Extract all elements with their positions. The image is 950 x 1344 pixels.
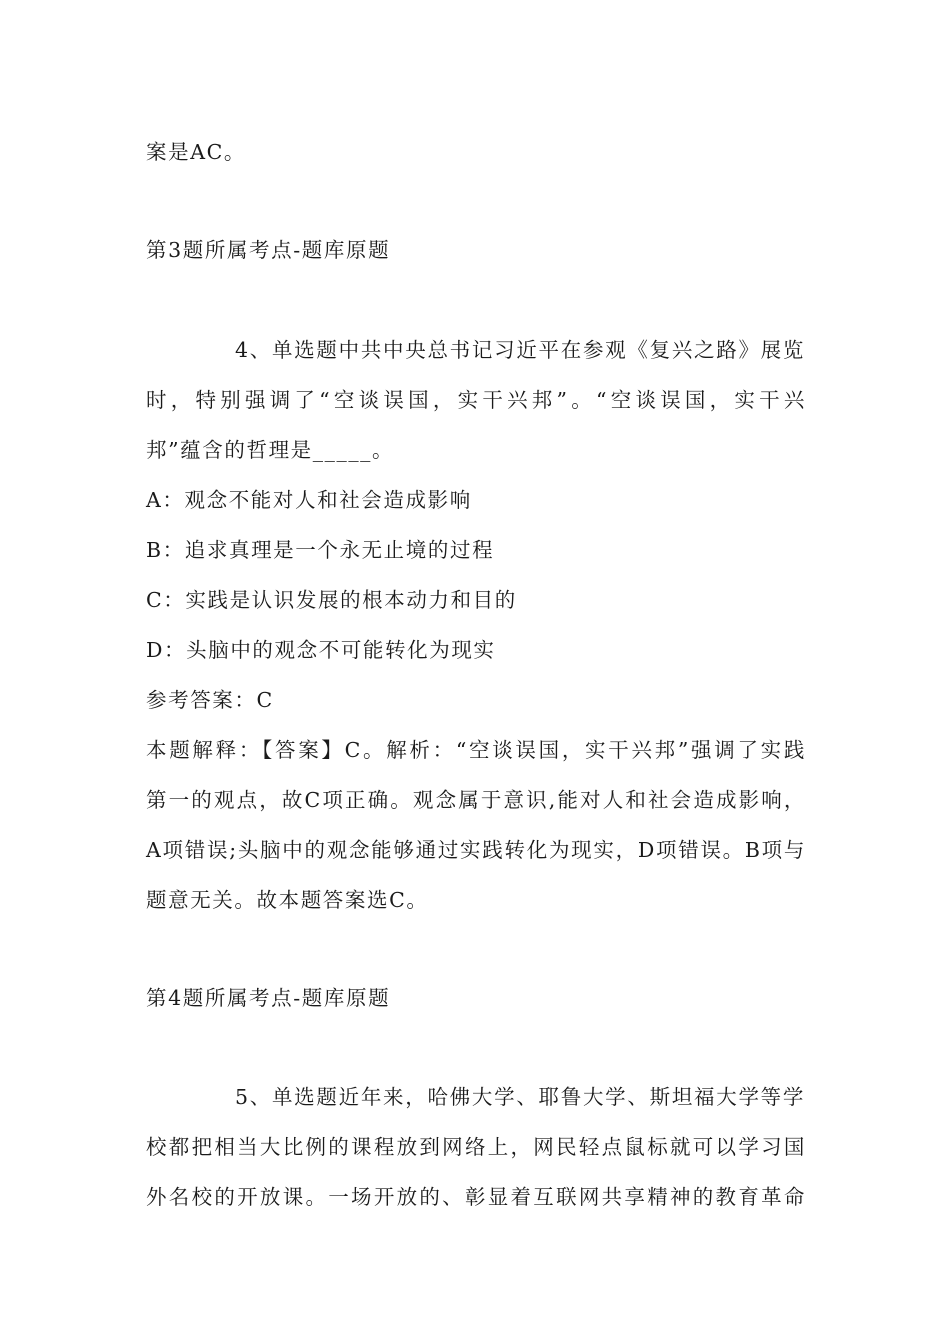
explanation-text: 本题解释：【答案】C。解析：“空谈误国，实干兴邦”强调了实践 [146, 738, 806, 762]
question-text: 邦”蕴含的哲理是_____。 [146, 438, 395, 462]
option-a: A：观念不能对人和社会造成影响 [146, 488, 472, 512]
section-heading: 第3题所属考点-题库原题 [146, 238, 391, 262]
explanation-text: 题意无关。故本题答案选C。 [146, 888, 429, 912]
reference-answer: 参考答案：C [146, 688, 274, 712]
section-heading: 第4题所属考点-题库原题 [146, 986, 391, 1010]
text-line: 案是AC。 [146, 140, 246, 164]
question-text: 5、单选题近年来，哈佛大学、耶鲁大学、斯坦福大学等学 [235, 1085, 805, 1109]
option-d: D：头脑中的观念不可能转化为现实 [146, 638, 496, 662]
question-text: 4、单选题中共中央总书记习近平在参观《复兴之路》展览 [235, 338, 805, 362]
question-text: 校都把相当大比例的课程放到网络上，网民轻点鼠标就可以学习国 [146, 1135, 806, 1159]
option-c: C：实践是认识发展的根本动力和目的 [146, 588, 517, 612]
question-text: 外名校的开放课。一场开放的、彰显着互联网共享精神的教育革命 [146, 1185, 806, 1209]
explanation-text: A项错误;头脑中的观念能够通过实践转化为现实，D项错误。B项与 [146, 838, 806, 862]
option-b: B：追求真理是一个永无止境的过程 [146, 538, 495, 562]
question-text: 时，特别强调了“空谈误国，实干兴邦”。“空谈误国，实干兴 [146, 388, 806, 412]
explanation-text: 第一的观点，故C项正确。观念属于意识,能对人和社会造成影响， [146, 788, 806, 812]
